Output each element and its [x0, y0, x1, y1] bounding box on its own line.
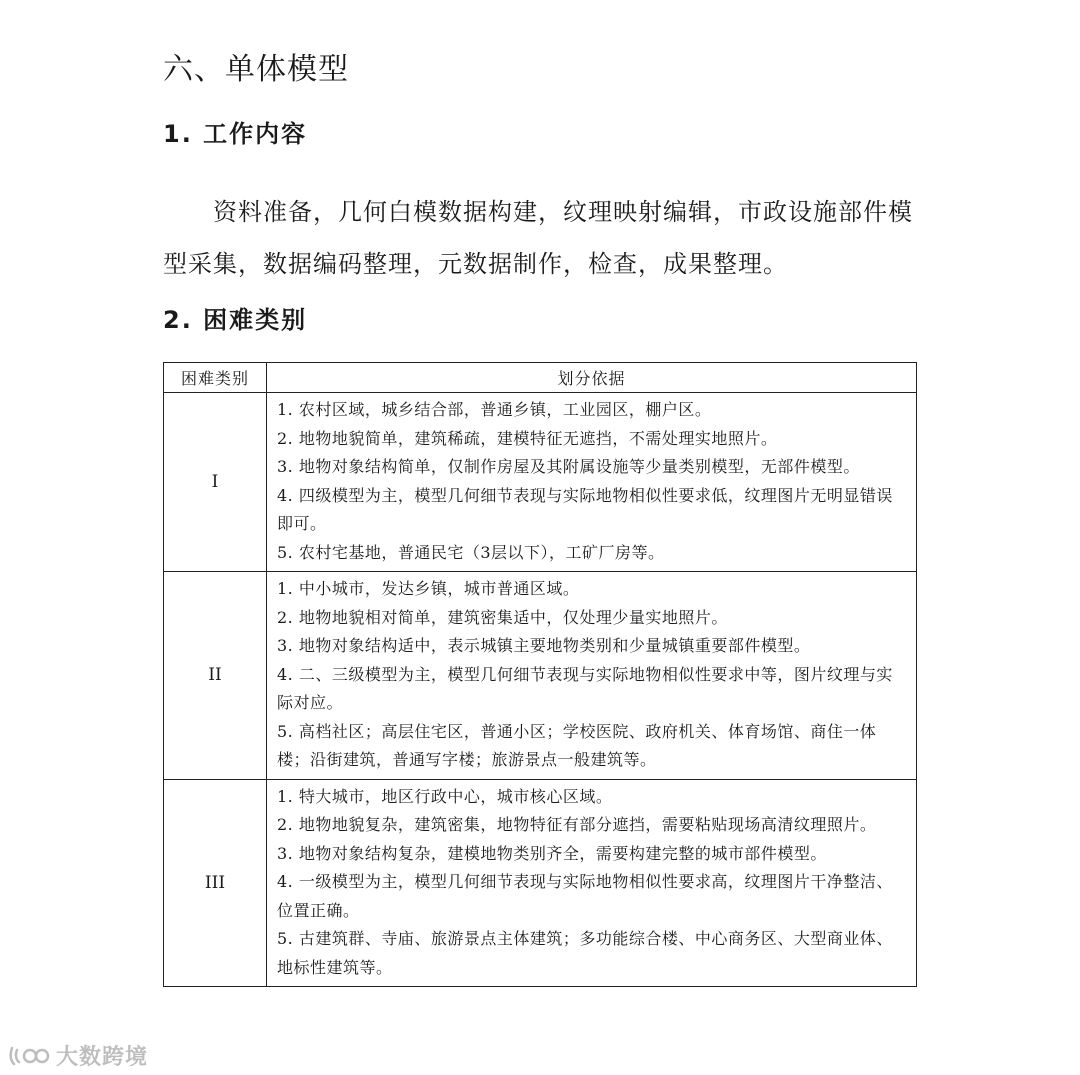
basis-item: 1. 农村区域，城乡结合部，普通乡镇，工业园区，棚户区。 — [277, 400, 712, 419]
watermark-text: 大数跨境 — [56, 1045, 149, 1070]
basis-item: 5. 高档社区；高层住宅区，普通小区；学校医院、政府机关、体育场馆、商住一体楼；沿街建筑，普通写字楼；旅游景点一般建筑等。 — [277, 721, 877, 769]
table-row — [164, 572, 917, 780]
table-row — [164, 779, 917, 987]
basis-item: 4. 四级模型为主，模型几何细节表现与实际地物相似性要求低，纹理图片无明显错误即可。 — [277, 485, 893, 533]
basis-cell — [267, 572, 917, 780]
difficulty-heading: 2. 困难类别 — [163, 306, 308, 334]
brand-logo-icon — [8, 1044, 52, 1068]
basis-item: 2. 地物地貌简单，建筑稀疏，建模特征无遮挡，不需处理实地照片。 — [277, 428, 778, 448]
work-content-paragraph: 资料准备，几何白模数据构建，纹理映射编辑，市政设施部件模型采集，数据编码整理，元数据制作，检查，成果整理。 — [163, 198, 913, 278]
basis-item: 3. 地物对象结构复杂，建模地物类别齐全，需要构建完整的城市部件模型。 — [277, 843, 827, 863]
difficulty-table — [163, 362, 917, 987]
column-header-basis: 划分依据 — [267, 363, 917, 393]
difficulty-level-cell: I — [164, 393, 267, 572]
basis-cell — [267, 393, 917, 572]
basis-item: 4. 二、三级模型为主，模型几何细节表现与实际地物相似性要求中等，图片纹理与实际对应。 — [277, 664, 893, 712]
difficulty-level-cell: II — [164, 572, 267, 780]
basis-item: 4. 一级模型为主，模型几何细节表现与实际地物相似性要求高，纹理图片干净整洁、位置正确。 — [277, 872, 893, 920]
watermark — [8, 1040, 148, 1071]
section-title: 六、单体模型 — [163, 52, 349, 87]
work-content-heading: 1. 工作内容 — [163, 120, 308, 148]
basis-item: 1. 中小城市，发达乡镇，城市普通区域。 — [277, 579, 580, 598]
basis-item: 2. 地物地貌相对简单，建筑密集适中，仅处理少量实地照片。 — [277, 607, 728, 627]
basis-item: 3. 地物对象结构适中，表示城镇主要地物类别和少量城镇重要部件模型。 — [277, 636, 811, 655]
basis-item: 5. 古建筑群、寺庙、旅游景点主体建筑；多功能综合楼、中心商务区、大型商业体、地标性建筑等。 — [277, 929, 893, 977]
basis-item: 5. 农村宅基地，普通民宅（3层以下），工矿厂房等。 — [277, 542, 665, 562]
basis-item: 3. 地物对象结构简单，仅制作房屋及其附属设施等少量类别模型，无部件模型。 — [277, 457, 860, 476]
difficulty-level-cell: III — [164, 779, 267, 987]
column-header-level: 困难类别 — [164, 363, 267, 393]
table-row — [164, 393, 917, 572]
table-header-row — [164, 363, 917, 393]
basis-item: 2. 地物地貌复杂，建筑密集，地物特征有部分遮挡，需要粘贴现场高清纹理照片。 — [277, 815, 877, 834]
basis-item: 1. 特大城市，地区行政中心，城市核心区域。 — [277, 786, 613, 806]
basis-cell — [267, 779, 917, 987]
